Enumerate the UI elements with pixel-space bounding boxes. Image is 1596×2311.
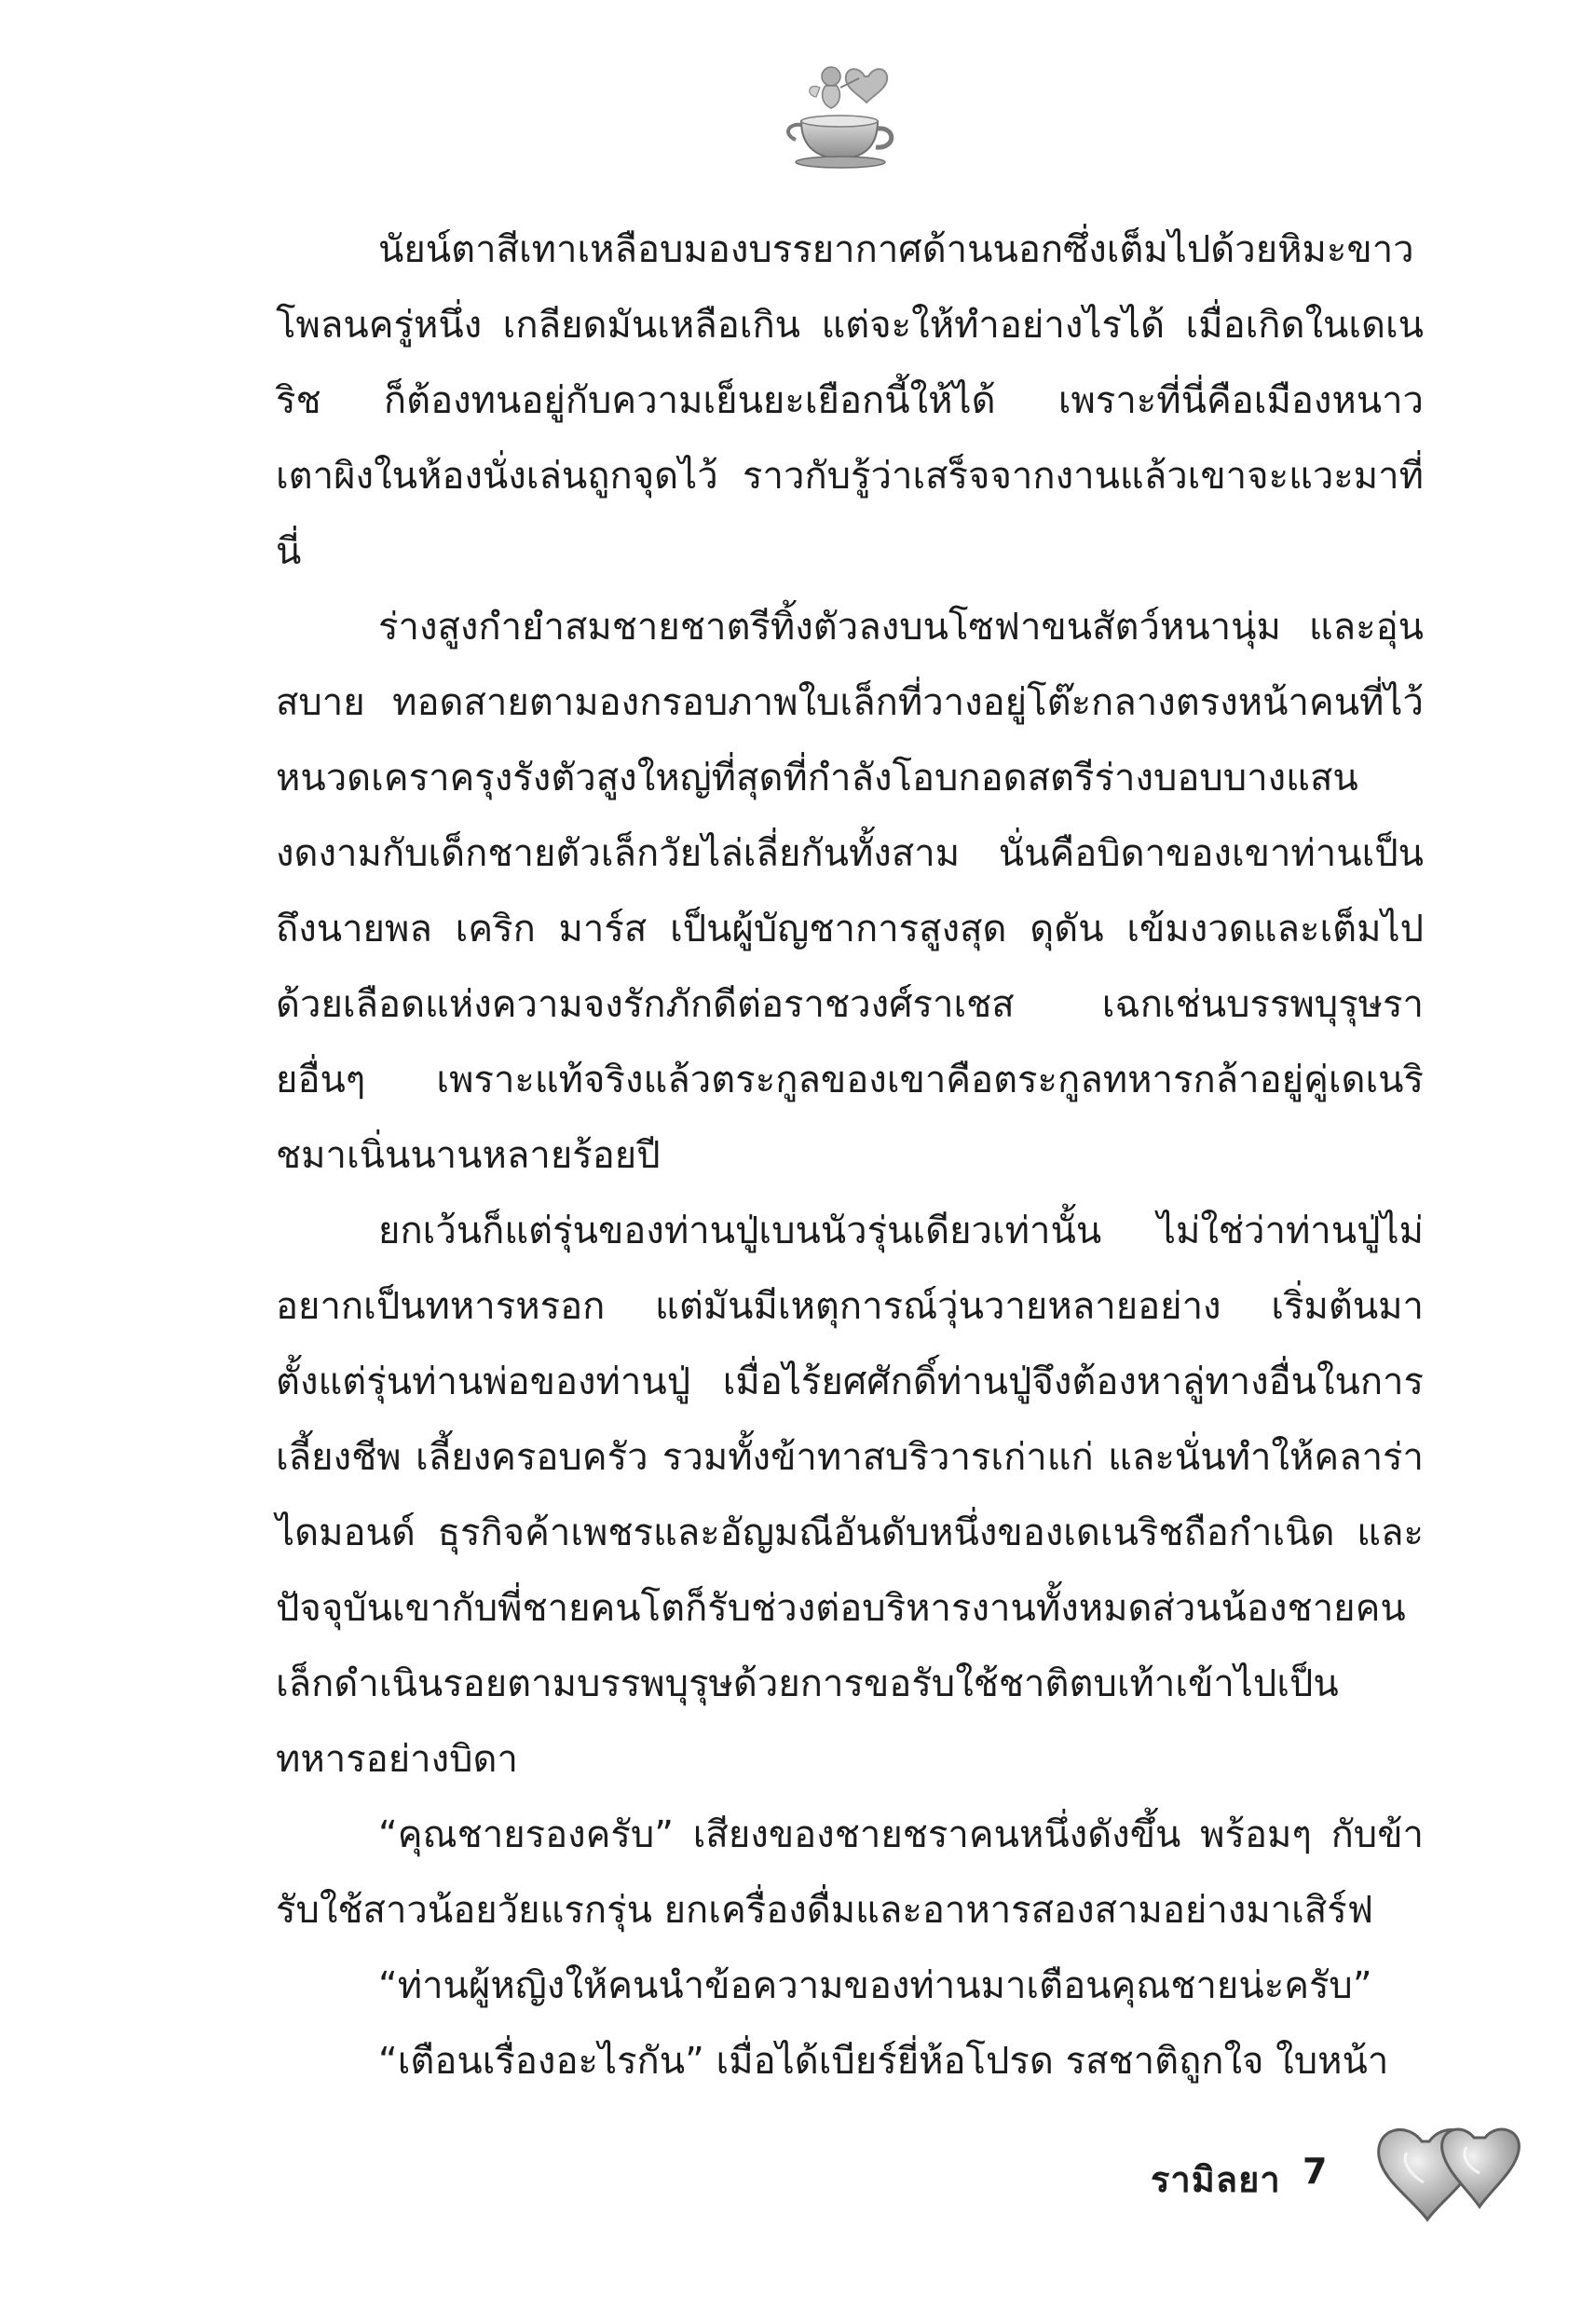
paragraph-1: นัยน์ตาสีเทาเหลือบมองบรรยากาศด้านนอกซึ่งเต็มไปด้วยหิมะขาวโพลนครู่หนึ่ง เกลียดมันเหลือเกิน แต่จะให้ทำอย่างไรได้ เมื่อเกิดในเดเนริช ก็ต้องทนอยู่กับความเย็นยะเยือกนี้ให้ได้ เพราะที่นี่คือเมืองหนาว เตาผิงในห้องนั่งเล่นถูกจุดไว้ ราวกับรู้ว่าเสร็จจากงานแล้วเขาจะแวะมาที่นี่ bbox=[276, 228, 1424, 573]
paragraph-4: “คุณชายรองครับ” เสียงของชายชราคนหนึ่งดังขึ้น พร้อมๆ กับข้ารับใช้สาวน้อยวัยแรกรุ่น ยกเครื่องดื่มและอาหารสองสามอย่างมาเสิร์ฟ bbox=[276, 1813, 1424, 1932]
page-number: 7 bbox=[1303, 2151, 1328, 2192]
paragraph-2: ร่างสูงกำยำสมชายชาตรีทิ้งตัวลงบนโซฟาขนสัตว์หนานุ่ม และอุ่นสบาย ทอดสายตามองกรอบภาพใบเล็กที่วางอยู่โต๊ะกลางตรงหน้าคนที่ไว้หนวดเคราครุงรังตัวสูงใหญ่ที่สุดที่กำลังโอบกอดสตรีร่างบอบบางแสนงดงามกับเด็กชายตัวเล็กวัยไล่เลี่ยกันทั้งสาม นั่นคือบิดาของเขาท่านเป็นถึงนายพล เคริก มาร์ส เป็นผู้บัญชาการสูงสุด ดุดัน เข้มงวดและเต็มไปด้วยเลือดแห่งความจงรักภักดีต่อราชวงศ์ราเชส เฉกเช่นบรรพบุรุษรายอื่นๆ เพราะแท้จริงแล้วตระกูลของเขาคือตระกูลทหารกล้าอยู่คู่เดเนริชมาเนิ่นนานหลายร้อยปี bbox=[276, 606, 1424, 1177]
teacup-cupid-icon bbox=[755, 48, 922, 170]
paragraph-6: “เตือนเรื่องอะไรกัน” เมื่อได้เบียร์ยี่ห้อโปรด รสชาติถูกใจ ใบหน้า bbox=[378, 2040, 1389, 2083]
twin-hearts-icon bbox=[1370, 2115, 1537, 2236]
book-title: รามิลยา bbox=[1151, 2159, 1281, 2200]
paragraph-3: ยกเว้นก็แต่รุ่นของท่านปู่เบนนัวรุ่นเดียวเท่านั้น ไม่ใช่ว่าท่านปู่ไม่อยากเป็นทหารหรอก แต่มันมีเหตุการณ์วุ่นวายหลายอย่าง เริ่มต้นมาตั้งแต่รุ่นท่านพ่อของท่านปู่ เมื่อไร้ยศศักดิ์ท่านปู่จึงต้องหาลู่ทางอื่นในการเลี้ยงชีพ เลี้ยงครอบครัว รวมทั้งข้าทาสบริวารเก่าแก่ และนั่นทำให้คลาร่าไดมอนด์ ธุรกิจค้าเพชรและอัญมณีอันดับหนึ่งของเดเนริชถือกำเนิด และปัจจุบันเขากับพี่ชายคนโตก็รับช่วงต่อบริหารงานทั้งหมดส่วนน้องชายคนเล็กดำเนินรอยตามบรรพบุรุษด้วยการขอรับใช้ชาติตบเท้าเข้าไปเป็นทหารอย่างบิดา bbox=[276, 1210, 1424, 1781]
paragraph-5: “ท่านผู้หญิงให้คนนำข้อความของท่านมาเตือนคุณชายน่ะครับ” bbox=[378, 1964, 1372, 2007]
main-text bbox=[276, 212, 1424, 2099]
